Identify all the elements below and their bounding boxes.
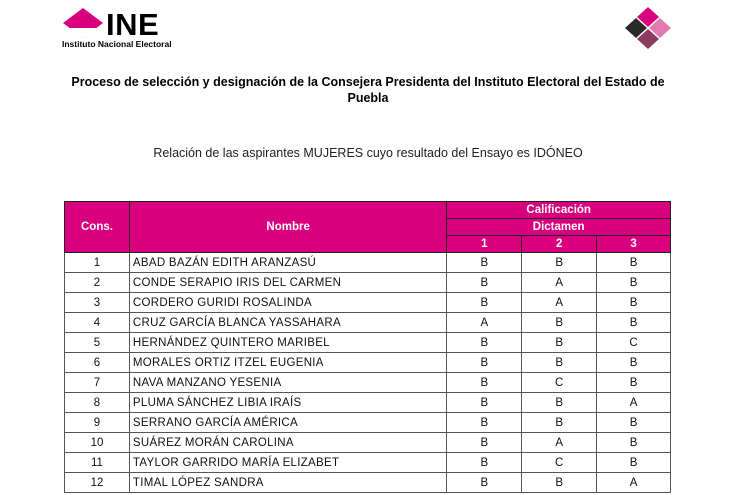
cell-dictamen-3: B [597, 293, 671, 313]
table-row [65, 333, 671, 353]
table-row [65, 253, 671, 273]
cell-cons: 8 [65, 393, 130, 413]
cell-cons: 3 [65, 293, 130, 313]
cell-dictamen-2: A [522, 433, 597, 453]
cell-dictamen-3: B [597, 353, 671, 373]
cell-nombre: ABAD BAZÁN EDITH ARANZASÚ [129, 253, 446, 273]
cell-dictamen-2: C [522, 453, 597, 473]
cell-dictamen-3: B [597, 313, 671, 333]
cell-dictamen-3: B [597, 433, 671, 453]
cell-cons: 7 [65, 373, 130, 393]
cell-dictamen-3: B [597, 253, 671, 273]
cell-nombre: TIMAL LÓPEZ SANDRA [129, 473, 446, 493]
cell-nombre: CORDERO GURIDI ROSALINDA [129, 293, 446, 313]
header-dictamen: Dictamen [447, 219, 671, 236]
table-row [65, 413, 671, 433]
cell-dictamen-1: B [447, 473, 522, 493]
cell-dictamen-1: B [447, 413, 522, 433]
cell-dictamen-1: B [447, 293, 522, 313]
logo-subtitle: Instituto Nacional Electoral [62, 39, 172, 49]
header-dictamen-1: 1 [447, 236, 522, 253]
cell-dictamen-1: A [447, 313, 522, 333]
cell-dictamen-1: B [447, 393, 522, 413]
diamond-logo-icon [624, 6, 672, 50]
table-row [65, 473, 671, 493]
cell-dictamen-3: A [597, 393, 671, 413]
cell-nombre: TAYLOR GARRIDO MARÍA ELIZABET [129, 453, 446, 473]
cell-dictamen-2: B [522, 253, 597, 273]
table-row [65, 293, 671, 313]
cell-cons: 5 [65, 333, 130, 353]
cell-cons: 4 [65, 313, 130, 333]
ieep-logo [624, 6, 672, 50]
cell-cons: 10 [65, 433, 130, 453]
cell-dictamen-3: B [597, 453, 671, 473]
cell-dictamen-1: B [447, 333, 522, 353]
results-table [64, 201, 671, 493]
cell-dictamen-2: B [522, 393, 597, 413]
cell-nombre: HERNÁNDEZ QUINTERO MARIBEL [129, 333, 446, 353]
cell-dictamen-2: A [522, 273, 597, 293]
cell-cons: 12 [65, 473, 130, 493]
logo-wordmark: INE [106, 7, 160, 42]
cell-dictamen-1: B [447, 353, 522, 373]
cell-dictamen-2: B [522, 353, 597, 373]
cell-dictamen-2: B [522, 473, 597, 493]
cell-nombre: SUÁREZ MORÁN CAROLINA [129, 433, 446, 453]
cell-dictamen-3: C [597, 333, 671, 353]
cell-dictamen-3: B [597, 413, 671, 433]
header-dictamen-2: 2 [522, 236, 597, 253]
cell-nombre: PLUMA SÁNCHEZ LIBIA IRAÍS [129, 393, 446, 413]
table-row [65, 433, 671, 453]
header-cons: Cons. [65, 202, 130, 253]
page-subtitle: Relación de las aspirantes MUJERES cuyo resultado del Ensayo es IDÓNEO [153, 146, 583, 160]
cell-dictamen-1: B [447, 433, 522, 453]
table-row [65, 373, 671, 393]
table-row [65, 393, 671, 413]
cell-cons: 11 [65, 453, 130, 473]
cell-nombre: SERRANO GARCÍA AMÉRICA [129, 413, 446, 433]
cell-dictamen-2: A [522, 293, 597, 313]
ine-diamond-icon [62, 8, 104, 38]
cell-dictamen-1: B [447, 253, 522, 273]
cell-dictamen-2: B [522, 313, 597, 333]
cell-dictamen-3: B [597, 373, 671, 393]
cell-dictamen-1: B [447, 373, 522, 393]
cell-cons: 6 [65, 353, 130, 373]
header-calificacion: Calificación [447, 202, 671, 219]
cell-cons: 1 [65, 253, 130, 273]
cell-nombre: CRUZ GARCÍA BLANCA YASSAHARA [129, 313, 446, 333]
table-row [65, 313, 671, 333]
cell-dictamen-3: B [597, 273, 671, 293]
cell-dictamen-1: B [447, 453, 522, 473]
cell-nombre: NAVA MANZANO YESENIA [129, 373, 446, 393]
cell-nombre: CONDE SERAPIO IRIS DEL CARMEN [129, 273, 446, 293]
cell-dictamen-2: C [522, 373, 597, 393]
cell-cons: 2 [65, 273, 130, 293]
cell-dictamen-1: B [447, 273, 522, 293]
page-title: Proceso de selección y designación de la Consejera Presidenta del Instituto Electoral del Estado de Puebla [71, 75, 665, 105]
cell-nombre: MORALES ORTIZ ITZEL EUGENIA [129, 353, 446, 373]
header-dictamen-3: 3 [597, 236, 671, 253]
cell-cons: 9 [65, 413, 130, 433]
cell-dictamen-2: B [522, 333, 597, 353]
ine-logo [62, 8, 202, 48]
cell-dictamen-2: B [522, 413, 597, 433]
table-row [65, 273, 671, 293]
header-nombre: Nombre [129, 202, 446, 253]
table-row [65, 353, 671, 373]
table-row [65, 453, 671, 473]
cell-dictamen-3: A [597, 473, 671, 493]
